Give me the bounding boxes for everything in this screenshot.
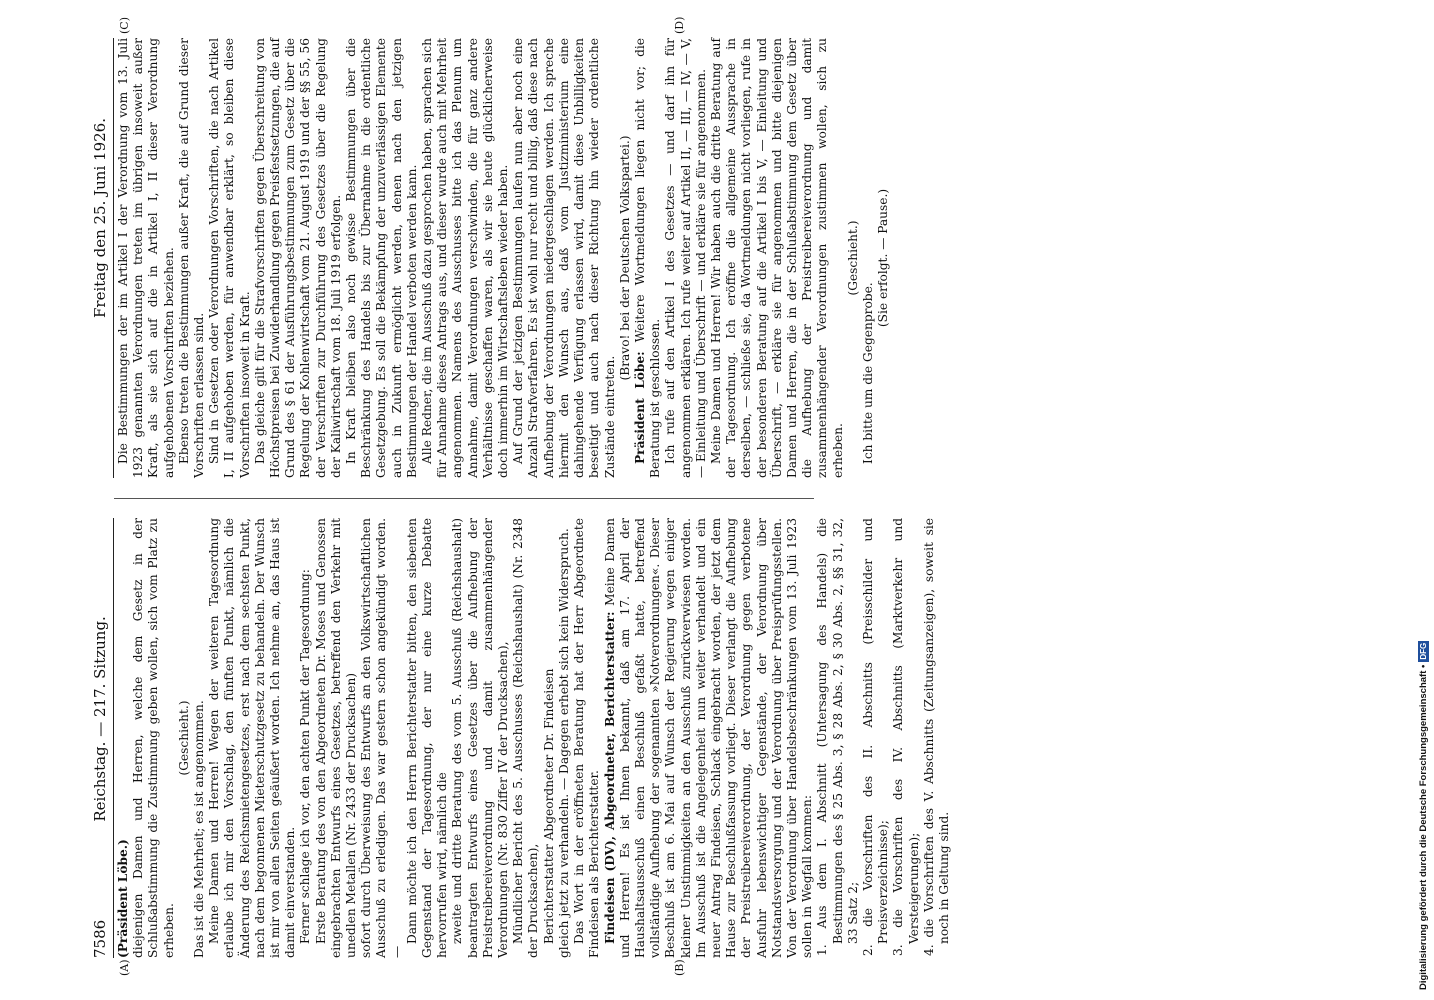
paragraph: Sind in Gesetzen oder Verordnungen Vorschriften, die nach Artikel I, II aufgehoben werden, für anwendbar erklärt, so bleiben diese Vorschriften insoweit in Kraft.	[207, 38, 252, 478]
paragraph: Meine Damen und Herren! Wir haben auch die dritte Beratung auf der Tagesordnung. Ich eröffne die allgemeine Aussprache in derselben, — schließe sie, da Wortmeldungen nicht vorliegen, rufe in der besonderen Beratung auf die Artikel I bis V, — Einleitung und Überschrift, — erkläre sie für angenommen und bitte diejenigen Damen und Herren, die in der Schlußabstimmung dem Gesetz über die Aufhebung der Preistreibereiverordnung und damit zusammenhängender Verordnungen zustimmen wollen, sich zu erheben.	[708, 38, 845, 478]
paragraph: 1. Aus dem I. Abschnitt (Untersagung des Handels) die Bestimmungen des § 25 Abs. 3, § 28 Abs. 2, § 30 Abs. 2, §§ 31, 32, 33 Satz 2;	[815, 518, 860, 956]
paragraph	[633, 38, 663, 478]
running-head-left	[88, 518, 112, 958]
paragraph: (Bravo! bei der Deutschen Volkspartei.)	[617, 135, 632, 381]
dfg-logo: DFG	[1419, 642, 1428, 660]
digitization-credit	[1418, 641, 1429, 990]
paragraph: Die Bestimmungen der im Artikel I der Verordnung vom 13. Juli 1923 genannten Verordnungen treten im übrigen insoweit außer Kraft, als sie sich auf die in Artikel I, II dieser Verordnung aufgehobenen Vorschriften beziehen.	[116, 38, 176, 478]
paragraph: Mündlicher Bericht des 5. Ausschusses (Reichshaushalt) (Nr. 2348 der Drucksachen),	[511, 518, 541, 958]
paragraph: (Geschieht.)	[176, 700, 191, 776]
paragraph: (Sie erfolgt. — Pause.)	[876, 188, 891, 328]
paragraph: Ich rufe auf den Artikel I des Gesetzes — und darf ihn für angenommen erklären. Ich rufe weiter auf Artikel II, — III, — IV, — V, — Einleitung und Überschrift — und erkläre sie für angenommen.	[663, 38, 708, 478]
page-number: 7586	[91, 919, 109, 958]
margin-mark-d: (D)	[673, 16, 686, 34]
paragraph: In Kraft bleiben also noch gewisse Bestimmungen über die Beschränkung des Handels bis zur Übernahme in die ordentliche Gesetzgebung. Es soll die Bekämpfung der unzuverlässigen Elemente auch in Zukunft ermöglicht werden, denen nach den jetzigen Bestimmungen der Handel verboten werden kann.	[344, 38, 419, 478]
paragraph: 3. die Vorschriften des IV. Abschnitts (Marktverkehr und Versteigerungen);	[891, 518, 921, 956]
header-rule-right	[113, 38, 114, 478]
speaker-name: (Präsident Löbe.)	[116, 839, 130, 958]
right-column	[116, 38, 891, 478]
paragraph: Dann möchte ich den Herrn Berichterstatter bitten, den siebenten Gegenstand der Tagesordnung, der nur eine kurze Debatte hervorrufen wird, nämlich die	[404, 518, 450, 958]
paragraph: Das ist die Mehrheit; es ist angenommen.	[192, 700, 207, 958]
margin-mark-c: (C)	[118, 17, 131, 34]
paragraph	[116, 518, 131, 958]
scanned-page	[88, 8, 1398, 976]
margin-mark-b: (B)	[673, 959, 686, 976]
credit-text: Digitalisierung gefördert durch die Deutsche Forschungsgemeinschaft •	[1418, 664, 1429, 990]
column-divider	[114, 498, 814, 499]
paragraph: 2. die Vorschriften des II. Abschnitts (Preisschilder und Preisverzeichnisse);	[860, 518, 891, 956]
paragraph: Ebenso treten die Bestimmungen außer Kraft, die auf Grund dieser Vorschriften erlassen sind.	[176, 38, 207, 478]
paragraph: Das gleiche gilt für die Strafvorschriften gegen Überschreitung von Höchstpreisen bei Zuwiderhandlung gegen Preisfestsetzungen, die auf Grund des § 61 der Ausführungsbestimmungen zum Gesetz über die Regelung der Kohlenwirtschaft vom 21. August 1919 und der §§ 55, 56 der Verschriften zur Durchführung des Gesetzes über die Regelung der Kaliwirtschaft vom 18. Juli 1919 erfolgen.	[252, 38, 343, 478]
paragraph: 4. die Vorschriften des V. Abschnitts (Zeitungsanzeigen), soweit sie noch in Geltung sind.	[921, 518, 951, 956]
header-rule-left	[113, 518, 114, 958]
paragraph: Das Wort in der eröffneten Beratung hat der Herr Abgeordnete Findeisen als Berichterstatter.	[572, 518, 602, 958]
session-date: Freitag den 25. Juni 1926.	[91, 118, 109, 318]
speaker-name: Findeisen (DV), Abgeordneter, Berichterstatter:	[602, 611, 617, 944]
paragraph: Auf Grund der jetzigen Bestimmungen laufen nun aber noch eine Anzahl Strafverfahren. Es ist wohl nur recht und billig, daß diese nach Aufhebung der Verordnungen niedergeschlagen werden. Ich spreche hiermit den Wunsch aus, daß vom Justizministerium eine dahingehende Verfügung erlassen wird, damit diese Unbilligkeiten beseitigt und auch nach dieser Richtung hin wieder ordentliche Zustände eintreten.	[511, 38, 617, 478]
speech-text: Meine Damen und Herren! Es ist Ihnen bekannt, daß am 17. April der Haushaltsausschuß einen Beschluß gefaßt hatte, betreffend vollständige Aufhebung der sogenannten »Notverordnungen«. Dieser Beschluß ist am 6. Mai auf Wunsch der Regierung wegen einiger kleiner Unstimmigkeiten an den Ausschuß zurückverwiesen worden. Im Ausschuß ist die Angelegenheit nun weiter verhandelt und ein neuer Antrag Findeisen, Schlack eingebracht worden, der jetzt dem Hause zur Beschlußfassung vorliegt. Dieser verlangt die Aufhebung der Preistreibereiverordnung, der Verordnung gegen verbotene Ausfuhr lebenswichtiger Gegenstände, der Verordnung über Notstandsversorgung und der Verordnung über Preisprüfungsstellen. Von der Verordnung über Handelsbeschränkungen vom 13. Juli 1923 sollen in Wegfall kommen:	[602, 518, 815, 958]
paragraph	[603, 518, 816, 958]
paragraph: Ferner schlage ich vor, den achten Punkt der Tagesordnung:	[298, 569, 313, 944]
paragraph: Erste Beratung des von den Abgeordneten Dr. Moses und Genossen eingebrachten Entwurfs eines Gesetzes, betreffend den Verkehr mit unedlen Metallen (Nr. 2433 der Drucksachen)	[313, 518, 359, 958]
session-title: Reichstag. — 217. Sitzung.	[91, 616, 109, 822]
paragraph: diejenigen Damen und Herren, welche dem Gesetz in der Schlußabstimmung die Zustimmung geben wollen, sich vom Platz zu erheben.	[131, 518, 176, 958]
speech-text: Weitere Wortmeldungen liegen nicht vor; die Beratung ist geschlossen.	[632, 38, 663, 478]
paragraph: (Geschieht.)	[845, 220, 860, 296]
left-column	[116, 518, 952, 958]
speaker-name: Präsident Löbe:	[632, 351, 647, 464]
paragraph: Berichterstatter Abgeordneter Dr. Findeisen	[541, 668, 556, 944]
paragraph: sofort durch Überweisung des Entwurfs an den Volkswirtschaftlichen Ausschuß zu erledigen. Das war gestern schon angekündigt worden. —	[359, 518, 404, 958]
running-head-right	[88, 38, 112, 478]
paragraph: Alle Redner, die im Ausschuß dazu gesprochen haben, sprachen sich für Annahme dieses Antrags aus, und dieser wurde auch mit Mehrheit angenommen. Namens des Ausschusses bitte ich das Plenum um Annahme, damit Verordnungen verschwinden, die für ganz andere Verhältnisse geschaffen waren, als wir sie heute glücklicherweise doch immerhin im Wirtschaftsleben wieder haben.	[420, 38, 511, 478]
paragraph: zweite und dritte Beratung des vom 5. Ausschuß (Reichshaushalt) beantragten Entwurfs eines Gesetzes über die Aufhebung der Preistreibereiverordnung und damit zusammenhängender Verordnungen (Nr. 830 Ziffer IV der Drucksachen),	[450, 518, 511, 958]
paragraph: Meine Damen und Herren! Wegen der weiteren Tagesordnung erlaube ich mir den Vorschlag, den fünften Punkt, nämlich die Änderung des Reichsmietengesetzes, erst nach dem sechsten Punkt, nach dem begonnenen Mieterschutzgesetz zu behandeln. Der Wunsch ist mir von allen Seiten geäußert worden. Ich nehme an, das Haus ist damit einverstanden.	[207, 518, 298, 958]
margin-mark-a: (A)	[118, 959, 131, 976]
paragraph: gleich jetzt zu verhandeln. — Dagegen erhebt sich kein Widerspruch.	[556, 528, 571, 958]
paragraph: Ich bitte um die Gegenprobe.	[860, 282, 875, 464]
